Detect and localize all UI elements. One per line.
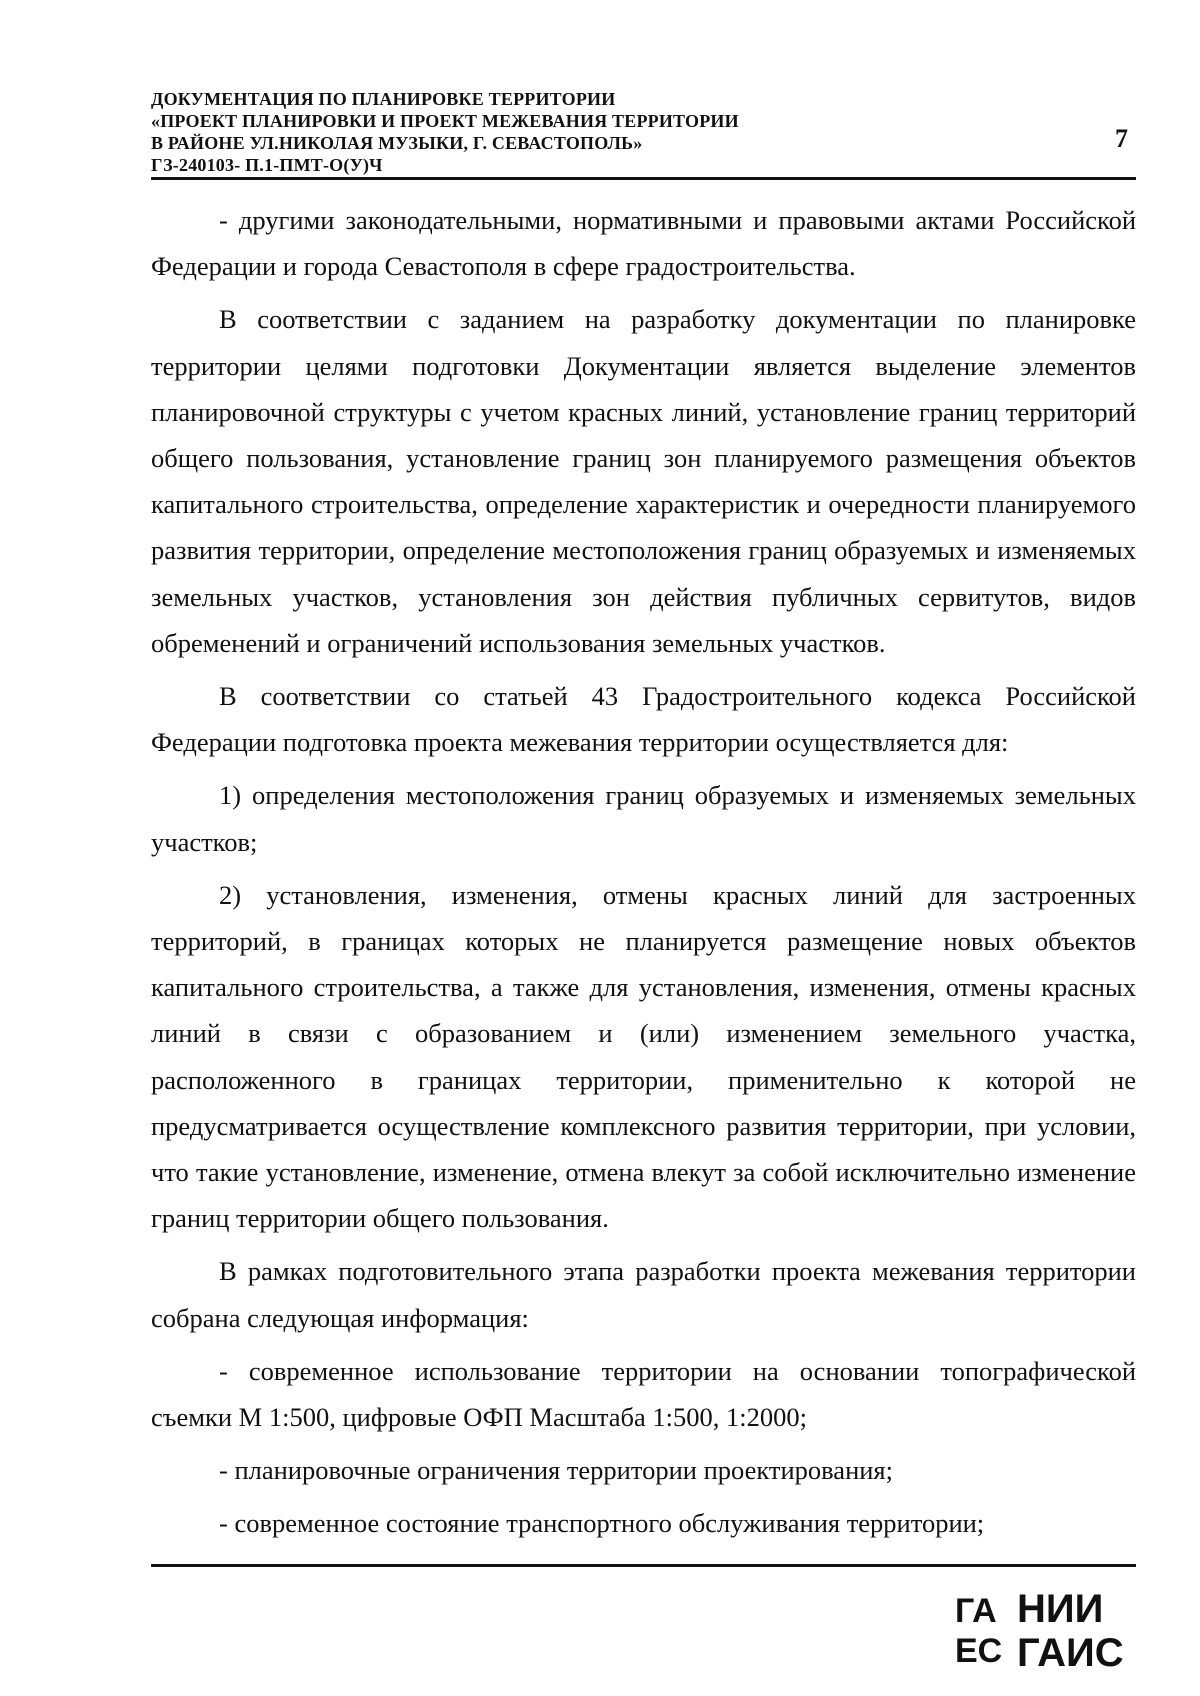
logo-mark-bottom: ЕС bbox=[955, 1632, 1003, 1670]
nii-gais-logo bbox=[955, 1580, 1140, 1675]
paragraph: В соответствии со статьей 43 Градостроительного кодекса Российской Федерации подготовка проекта межевания территории осуществляется для: bbox=[151, 681, 1136, 758]
paragraph: - планировочные ограничения территории проектирования; bbox=[219, 1455, 893, 1486]
paragraph: 2) установления, изменения, отмены красных линий для застроенных территорий, в границах которых не планируется размещение новых объектов капитального строительства, а также для установления, изменения, отмены красных линий в связи с образованием и (или) изменением земельного участка, расположенного в границах территории, применительно к которой не предусматривается осуществление комплексного развития территории, при условии, что такие установление, изменение, отмена влекут за собой исключительно изменение границ территории общего пользования. bbox=[151, 879, 1136, 1234]
logo-mark-top: ГА bbox=[955, 1592, 997, 1630]
header-line-3: В РАЙОНЕ УЛ.НИКОЛАЯ МУЗЫКИ, Г. СЕВАСТОПОЛЬ» bbox=[151, 133, 643, 153]
paragraph: - современное использование территории на основании топографической съемки М 1:500, цифровые ОФП Масштаба 1:500, 1:2000; bbox=[151, 1355, 1136, 1433]
header-title-block bbox=[151, 88, 1136, 176]
logo-text-line-2: ГАИС bbox=[1017, 1631, 1124, 1675]
paragraph: - другими законодательными, нормативными и правовыми актами Российской Федерации и города Севастополя в сфере градостроительства. bbox=[151, 205, 1136, 282]
header-line-4: ГЗ-240103- П.1-ПМТ-О(У)Ч bbox=[151, 155, 383, 175]
paragraph: В соответствии с заданием на разработку документации по планировке территории целями подготовки Документации является выделение элементов планировочной структуры с учетом красных линий, установление границ территорий общего пользования, установление границ зон планируемого размещения объектов капитального строительства, определение характеристик и очередности планируемого развития территории, определение местоположения границ образуемых и изменяемых земельных участков, установления зон действия публичных сервитутов, видов обременений и ограничений использования земельных участков. bbox=[151, 304, 1136, 658]
paragraph: В рамках подготовительного этапа разработки проекта межевания территории собрана следующая информация: bbox=[151, 1256, 1136, 1333]
header-line-2: «ПРОЕКТ ПЛАНИРОВКИ И ПРОЕКТ МЕЖЕВАНИЯ ТЕРРИТОРИИ bbox=[151, 111, 739, 131]
document-body bbox=[151, 197, 1136, 1547]
paragraph: 1) определения местоположения границ образуемых и изменяемых земельных участков; bbox=[151, 780, 1136, 857]
header-divider bbox=[151, 177, 1136, 180]
paragraph: - современное состояние транспортного обслуживания территории; bbox=[219, 1508, 985, 1539]
logo-text-line-1: НИИ bbox=[1017, 1587, 1104, 1631]
header-line-1: ДОКУМЕНТАЦИЯ ПО ПЛАНИРОВКЕ ТЕРРИТОРИИ bbox=[151, 89, 616, 109]
footer-divider bbox=[151, 1564, 1136, 1567]
document-header bbox=[151, 88, 1136, 176]
page-number: 7 bbox=[1115, 124, 1128, 153]
